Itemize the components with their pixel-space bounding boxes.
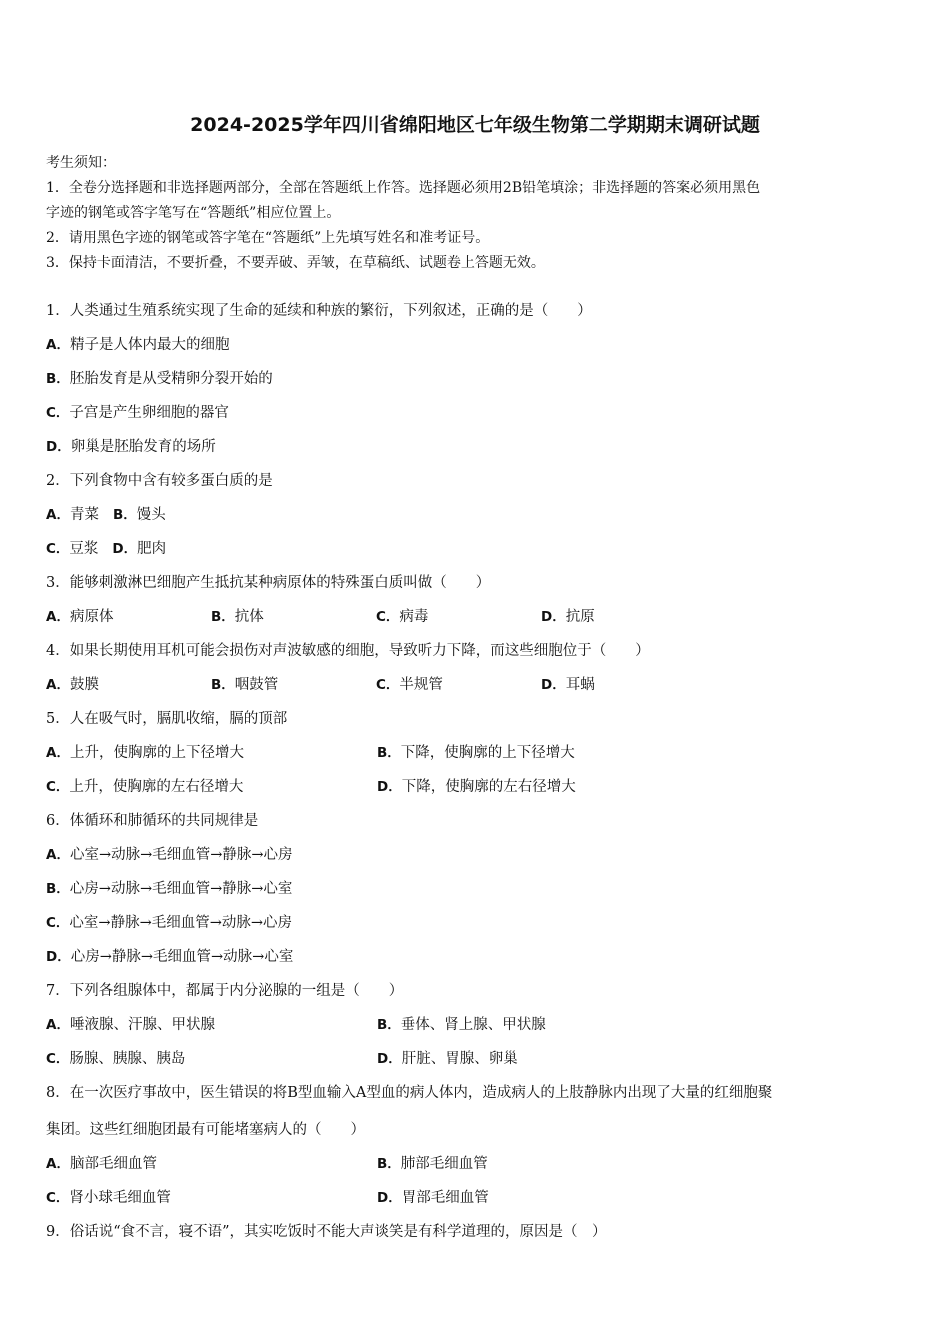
option-letter: D． — [112, 541, 138, 557]
option-letter: A． — [46, 337, 70, 353]
option-letter: D． — [377, 1051, 402, 1067]
option-letter: B． — [46, 371, 70, 387]
question-4-options — [46, 671, 906, 705]
option-letter: B． — [377, 1156, 401, 1172]
question-7-option-a[interactable] — [46, 1011, 377, 1039]
notice-line: 2．请用黑色字迹的钢笔或答字笔在“答题纸”上先填写姓名和准考证号。 — [46, 230, 490, 246]
option-text: 心房→静脉→毛细血管→动脉→心室 — [70, 949, 294, 965]
question-2-option-a[interactable] — [46, 501, 99, 529]
question-8-option-d[interactable] — [377, 1184, 708, 1212]
option-letter: D． — [377, 779, 402, 795]
option-letter: A． — [46, 677, 70, 693]
option-letter: A． — [46, 1017, 70, 1033]
page-title: 2024-2025学年四川省绵阳地区七年级生物第二学期期末调研试题 — [190, 114, 760, 136]
option-text: 唾液腺、汗腺、甲状腺 — [69, 1017, 215, 1033]
question-3-option-b[interactable] — [211, 603, 376, 631]
question-5-option-d[interactable] — [377, 773, 708, 801]
question-7-stem: 7．下列各组腺体中，都属于内分泌腺的一组是（ ） — [46, 983, 404, 999]
question-8-option-b[interactable] — [377, 1150, 708, 1178]
question-7-option-d[interactable] — [377, 1045, 708, 1073]
option-text: 子宫是产生卵细胞的器官 — [69, 405, 229, 421]
question-3-option-a[interactable] — [46, 603, 211, 631]
option-text: 半规管 — [399, 677, 443, 693]
question-2-option-d[interactable] — [112, 535, 166, 563]
option-letter: A． — [46, 745, 70, 761]
option-letter: C． — [46, 1051, 70, 1067]
option-text: 肥肉 — [137, 541, 167, 557]
question-1-option-c[interactable] — [46, 399, 906, 433]
question-6-option-d[interactable] — [46, 943, 906, 977]
question-6-stem: 6．体循环和肺循环的共同规律是 — [46, 813, 259, 829]
option-letter: C． — [46, 541, 70, 557]
option-text: 青菜 — [69, 507, 99, 523]
option-letter: D． — [541, 677, 566, 693]
question-5-options-row-1 — [46, 739, 906, 773]
question-1-stem: 1．人类通过生殖系统实现了生命的延续和种族的繁衍，下列叙述，正确的是（ ） — [46, 303, 592, 319]
option-text: 胃部毛细血管 — [401, 1190, 489, 1206]
option-letter: B． — [377, 745, 401, 761]
question-3-option-d[interactable] — [541, 603, 706, 631]
option-text: 咽鼓管 — [234, 677, 279, 693]
option-text: 上升，使胸廓的左右径增大 — [69, 779, 244, 795]
option-text: 心室→静脉→毛细血管→动脉→心房 — [69, 915, 293, 931]
question-3-options — [46, 603, 906, 637]
question-8-stem-line-2: 集团。这些红细胞团最有可能堵塞病人的（ ） — [46, 1122, 365, 1138]
option-letter: C． — [376, 609, 400, 625]
option-letter: C． — [46, 1190, 70, 1206]
question-6-option-b[interactable] — [46, 875, 906, 909]
option-text: 鼓膜 — [69, 677, 99, 693]
option-text: 肝脏、胃腺、卵巢 — [401, 1051, 518, 1067]
option-text: 胚胎发育是从受精卵分裂开始的 — [69, 371, 273, 387]
question-2-option-c[interactable] — [46, 535, 98, 563]
option-text: 心室→动脉→毛细血管→静脉→心房 — [69, 847, 293, 863]
option-text: 肾小球毛细血管 — [69, 1190, 171, 1206]
question-1-option-d[interactable] — [46, 433, 906, 467]
option-text: 上升，使胸廓的上下径增大 — [69, 745, 244, 761]
question-7-option-c[interactable] — [46, 1045, 377, 1073]
notice-line: 1．全卷分选择题和非选择题两部分，全部在答题纸上作答。选择题必须用2B铅笔填涂；非选择题的答案必须用黑色 — [46, 180, 761, 196]
option-text: 病毒 — [399, 609, 429, 625]
question-4-option-c[interactable] — [376, 671, 541, 699]
option-letter: C． — [46, 779, 70, 795]
option-letter: D． — [46, 949, 71, 965]
option-letter: B． — [377, 1017, 401, 1033]
option-letter: C． — [46, 915, 70, 931]
question-7-options-row-1 — [46, 1011, 906, 1045]
question-2-option-b[interactable] — [113, 501, 166, 529]
option-letter: D． — [377, 1190, 402, 1206]
option-letter: B． — [211, 609, 235, 625]
question-8-option-c[interactable] — [46, 1184, 377, 1212]
option-text: 病原体 — [69, 609, 114, 625]
option-text: 抗体 — [234, 609, 264, 625]
question-5-option-b[interactable] — [377, 739, 708, 767]
option-letter: A． — [46, 609, 70, 625]
option-letter: D． — [541, 609, 566, 625]
question-1-option-a[interactable] — [46, 331, 906, 365]
option-letter: D． — [46, 439, 71, 455]
option-text: 下降，使胸廓的左右径增大 — [401, 779, 576, 795]
question-5-option-c[interactable] — [46, 773, 377, 801]
notice-line: 3．保持卡面清洁，不要折叠，不要弄破、弄皱，在草稿纸、试题卷上答题无效。 — [46, 255, 545, 271]
option-text: 馒头 — [136, 507, 166, 523]
option-text: 精子是人体内最大的细胞 — [69, 337, 230, 353]
question-8-stem-line-1: 8．在一次医疗事故中，医生错误的将B型血输入A型血的病人体内，造成病人的上肢静脉内出现了大量的红细胞聚 — [46, 1085, 773, 1101]
question-7-options-row-2 — [46, 1045, 906, 1079]
question-3-option-c[interactable] — [376, 603, 541, 631]
option-text: 耳蜗 — [565, 677, 595, 693]
question-2-stem: 2．下列食物中含有较多蛋白质的是 — [46, 473, 273, 489]
option-text: 肠腺、胰腺、胰岛 — [69, 1051, 186, 1067]
option-text: 脑部毛细血管 — [69, 1156, 157, 1172]
option-text: 心房→动脉→毛细血管→静脉→心室 — [69, 881, 293, 897]
option-letter: A． — [46, 847, 70, 863]
notice-line: 字迹的钢笔或答字笔写在“答题纸”相应位置上。 — [46, 205, 341, 221]
question-6-option-c[interactable] — [46, 909, 906, 943]
question-8-options-row-1 — [46, 1150, 906, 1184]
option-letter: B． — [211, 677, 235, 693]
option-letter: A． — [46, 507, 70, 523]
question-5-option-a[interactable] — [46, 739, 377, 767]
question-3-stem: 3．能够刺激淋巴细胞产生抵抗某种病原体的特殊蛋白质叫做（ ） — [46, 575, 491, 591]
question-8-option-a[interactable] — [46, 1150, 377, 1178]
option-letter: A． — [46, 1156, 70, 1172]
option-text: 下降，使胸廓的上下径增大 — [400, 745, 575, 761]
question-4-option-a[interactable] — [46, 671, 211, 699]
question-2-options-row-1 — [46, 501, 906, 535]
question-8-options-row-2 — [46, 1184, 906, 1218]
question-4-stem: 4．如果长期使用耳机可能会损伤对声波敏感的细胞，导致听力下降，而这些细胞位于（ ） — [46, 643, 650, 659]
question-2-options-row-2 — [46, 535, 906, 569]
question-9-stem: 9．俗话说“食不言，寝不语”，其实吃饭时不能大声谈笑是有科学道理的，原因是（ ） — [46, 1224, 607, 1240]
question-5-stem: 5．人在吸气时，膈肌收缩，膈的顶部 — [46, 711, 288, 727]
option-text: 肺部毛细血管 — [400, 1156, 488, 1172]
option-text: 垂体、肾上腺、甲状腺 — [400, 1017, 546, 1033]
notice-section — [46, 151, 906, 276]
question-7-option-b[interactable] — [377, 1011, 708, 1039]
option-text: 抗原 — [565, 609, 595, 625]
question-4-option-b[interactable] — [211, 671, 376, 699]
option-text: 豆浆 — [69, 541, 99, 557]
question-4-option-d[interactable] — [541, 671, 706, 699]
option-letter: C． — [46, 405, 70, 421]
question-1-option-b[interactable] — [46, 365, 906, 399]
question-5-options-row-2 — [46, 773, 906, 807]
option-letter: B． — [46, 881, 70, 897]
notice-heading: 考生须知： — [46, 155, 116, 171]
question-6-option-a[interactable] — [46, 841, 906, 875]
option-letter: C． — [376, 677, 400, 693]
option-letter: B． — [112, 507, 137, 523]
question-list — [46, 297, 906, 1252]
option-text: 卵巢是胚胎发育的场所 — [70, 439, 216, 455]
